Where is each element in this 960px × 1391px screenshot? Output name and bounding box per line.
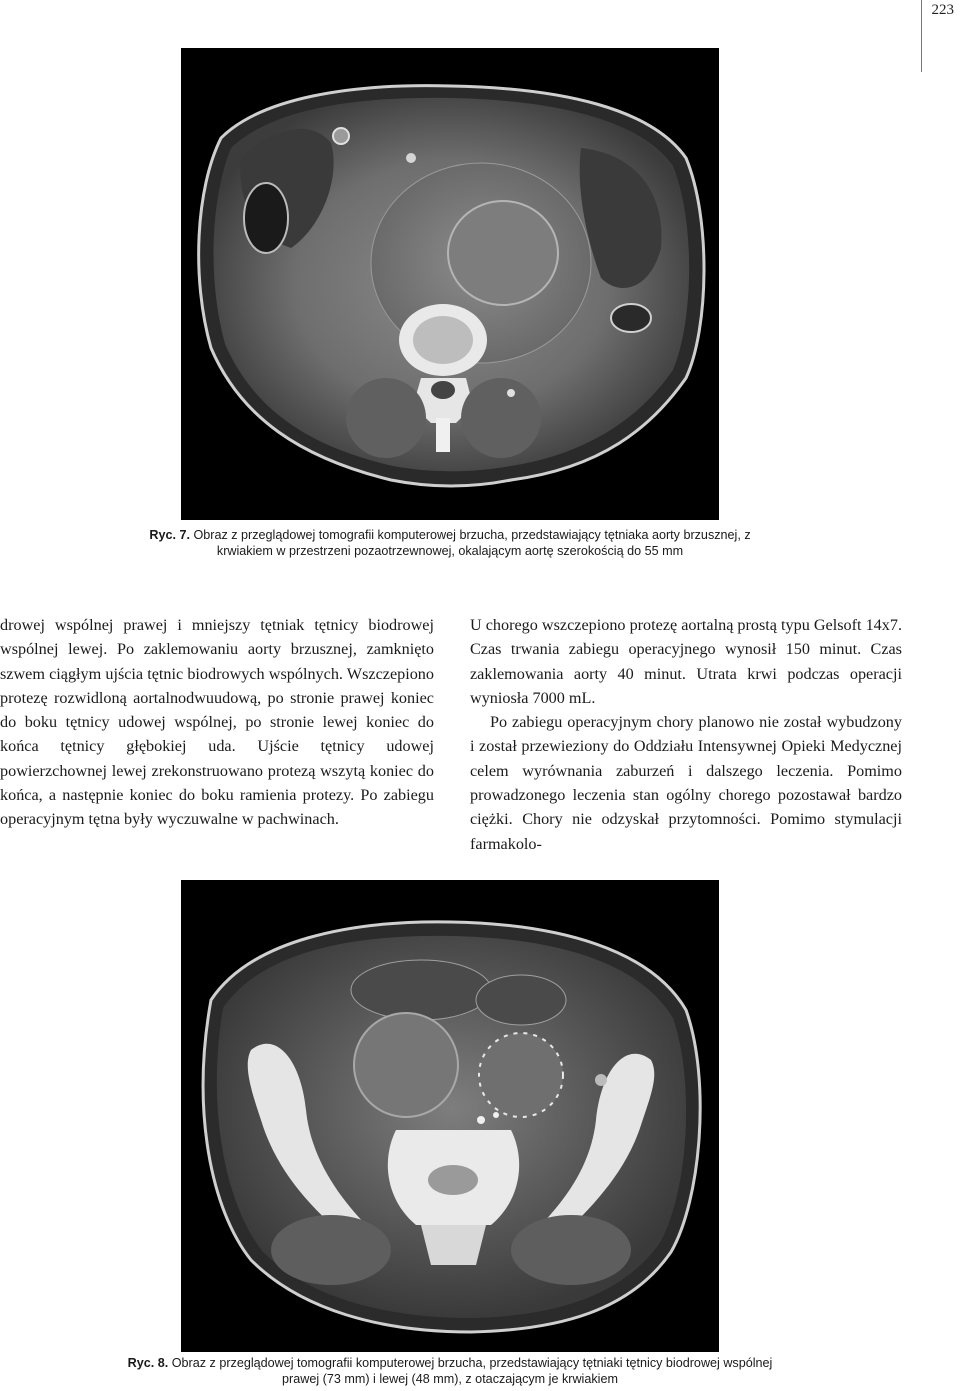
ct-scan-image-abdomen	[181, 48, 719, 520]
figure-8-caption	[120, 1355, 780, 1387]
figure-8-caption-text: Obraz z przeglądowej tomografii komputerowej brzucha, przedstawiający tętniaki tętnicy biodrowej wspólnej prawej (73 mm) i lewej (48 mm), z otaczającym je krwiakiem	[171, 1356, 773, 1386]
page-number: 223	[931, 2, 954, 18]
paragraph: Po zabiegu operacyjnym chory planowo nie został wybudzony i został przewieziony do Oddziału Intensywnej Opieki Medycznej celem wyrównania zaburzeń i dalszego leczenia. Pomimo prowadzonego leczenia stan ogólny chorego pozostawał bardzo ciężki. Chory nie odzyskał przytomności. Pomimo stymulacji farmakolo-	[470, 713, 902, 853]
paragraph: drowej wspólnej prawej i mniejszy tętniak tętnicy biodrowej wspólnej lewej. Po zaklemowaniu aorty brzusznej, zamknięto szwem ciągłym ujścia tętnic biodrowych wspólnych. Wszczepiono protezę rozwidloną aortalnodwuudową, po stronie prawej koniec do boku tętnicy udowej wspólnej, po stronie lewej koniec do końca tętnicy głębokiej uda. Ujście tętnicy udowej powierzchownej lewej zrekonstruowano protezą wszytą koniec do końca, a następnie koniec do boku ramienia protezy. Po zabiegu operacyjnym tętna były wyczuwalne w pachwinach.	[0, 616, 434, 829]
body-text-right-column	[470, 613, 902, 856]
figure-7-caption	[140, 527, 760, 559]
body-text-left-column	[0, 613, 434, 832]
paragraph: U chorego wszczepiono protezę aortalną prostą typu Gelsoft 14x7. Czas trwania zabiegu operacyjnego wynosił 150 minut. Czas zaklemowania aorty 40 minut. Utrata krwi podczas operacji wyniosła 7000 mL.	[470, 616, 902, 707]
figure-7-label: Ryc. 7.	[149, 528, 190, 542]
figure-7-caption-text: Obraz z przeglądowej tomografii komputerowej brzucha, przedstawiający tętniaka aorty brzusznej, z krwiakiem w przestrzeni pozaotrzewnowej, okalającym aortę szerokością do 55 mm	[193, 528, 751, 558]
figure-8-label: Ryc. 8.	[127, 1356, 169, 1370]
ct-scan-image-pelvis	[181, 880, 719, 1352]
